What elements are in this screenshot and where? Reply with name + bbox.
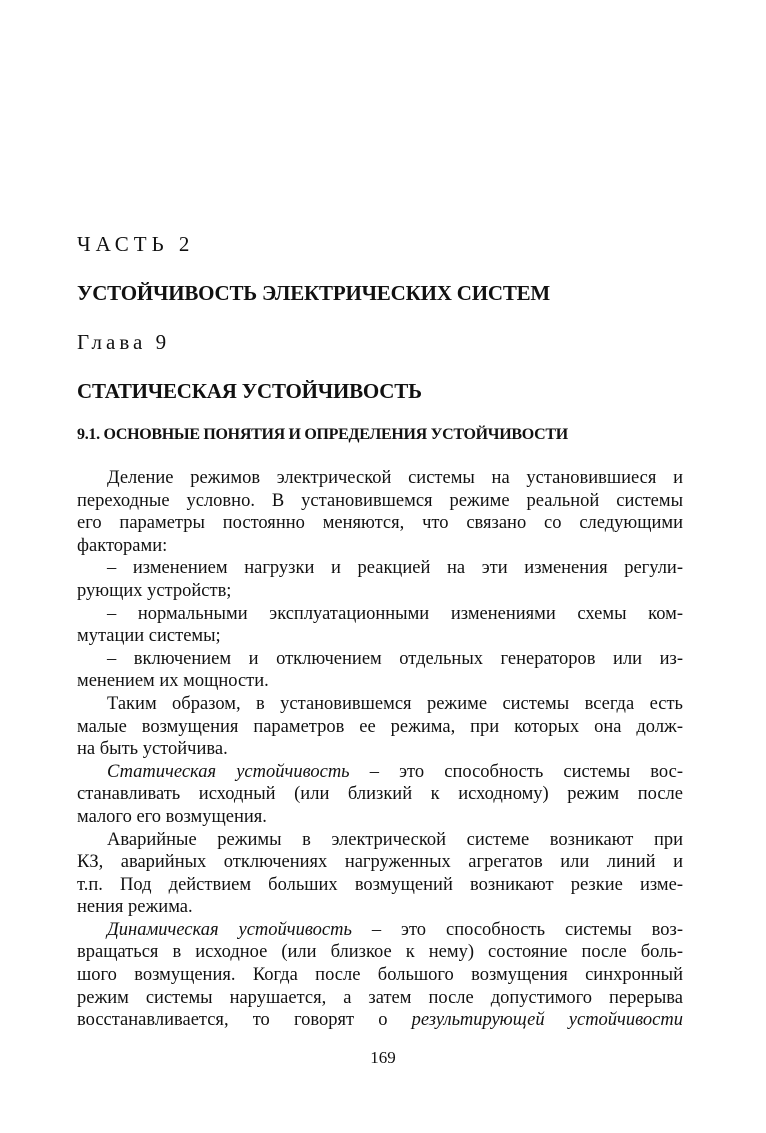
text-line: [77, 535, 683, 558]
line-text: восстанавливается, то говорят о: [77, 1010, 412, 1031]
chapter-title: СТАТИЧЕСКАЯ УСТОЙЧИВОСТЬ: [77, 379, 422, 403]
line-text: шого возмущения. Когда после большого возмущения синхронный: [77, 965, 683, 986]
term-italic: Статическая устойчивость: [107, 761, 350, 782]
chapter-label: Глава 9: [77, 330, 171, 354]
term-italic: Динамическая устойчивость: [107, 919, 352, 940]
line-text: Деление режимов электрической системы на установившиеся и: [107, 468, 683, 488]
text-line: [77, 874, 683, 897]
text-line: [77, 716, 683, 739]
line-text: его параметры постоянно меняются, что связано со следующими: [77, 513, 683, 534]
line-text: – это способность системы воз-: [351, 919, 684, 940]
text-line: [77, 512, 683, 535]
body-text: [77, 467, 683, 1032]
text-line: [77, 467, 683, 490]
text-line: [77, 670, 683, 693]
text-line: [77, 919, 683, 942]
text-line: [77, 1009, 683, 1032]
text-line: [77, 693, 683, 716]
line-text: мутации системы;: [77, 626, 221, 647]
line-text: Аварийные режимы в электрической системе возникают при: [107, 829, 683, 850]
line-text: факторами:: [77, 535, 168, 556]
term-italic: результирующей устойчивости: [411, 1010, 683, 1031]
text-line: [77, 761, 683, 784]
text-line: [77, 987, 683, 1010]
line-text: менением их мощности.: [77, 671, 269, 692]
text-line: [77, 738, 683, 761]
text-line: [77, 557, 683, 580]
text-line: [77, 964, 683, 987]
text-line: [77, 829, 683, 852]
text-line: [77, 580, 683, 603]
line-text: – изменением нагрузки и реакцией на эти изменения регули-: [107, 558, 683, 579]
part-label: ЧАСТЬ 2: [77, 232, 195, 256]
line-text: режим системы нарушается, а затем после допустимого перерыва: [77, 987, 683, 1008]
line-text: – включением и отключением отдельных генераторов или из-: [107, 648, 683, 669]
text-line: [77, 603, 683, 626]
section-title: 9.1. ОСНОВНЫЕ ПОНЯТИЯ И ОПРЕДЕЛЕНИЯ УСТОЙЧИВОСТИ: [77, 426, 568, 443]
line-text: КЗ, аварийных отключениях нагруженных агрегатов или линий и: [77, 852, 683, 873]
text-line: [77, 941, 683, 964]
line-text: нения режима.: [77, 897, 193, 918]
text-line: [77, 783, 683, 806]
line-text: – нормальными эксплуатационными изменениями схемы ком-: [107, 603, 683, 624]
line-text: вращаться в исходное (или близкое к нему) состояние после боль-: [77, 942, 683, 963]
line-text: Таким образом, в установившемся режиме системы всегда есть: [107, 693, 683, 714]
text-line: [77, 896, 683, 919]
line-text: малого его возмущения.: [77, 806, 267, 827]
line-text: рующих устройств;: [77, 580, 232, 601]
page-number: 169: [370, 1048, 396, 1067]
line-text: малые возмущения параметров ее режима, при которых она долж-: [77, 716, 683, 737]
line-text: переходные условно. В установившемся режиме реальной системы: [77, 490, 683, 511]
text-line: [77, 490, 683, 513]
part-title: УСТОЙЧИВОСТЬ ЭЛЕКТРИЧЕСКИХ СИСТЕМ: [77, 281, 551, 305]
text-line: [77, 648, 683, 671]
text-line: [77, 625, 683, 648]
text-line: [77, 806, 683, 829]
text-line: [77, 851, 683, 874]
line-text: – это способность системы вос-: [349, 761, 683, 782]
line-text: т.п. Под действием больших возмущений возникают резкие изме-: [77, 874, 683, 895]
line-text: на быть устойчива.: [77, 739, 228, 760]
line-text: станавливать исходный (или близкий к исходному) режим после: [77, 784, 683, 805]
